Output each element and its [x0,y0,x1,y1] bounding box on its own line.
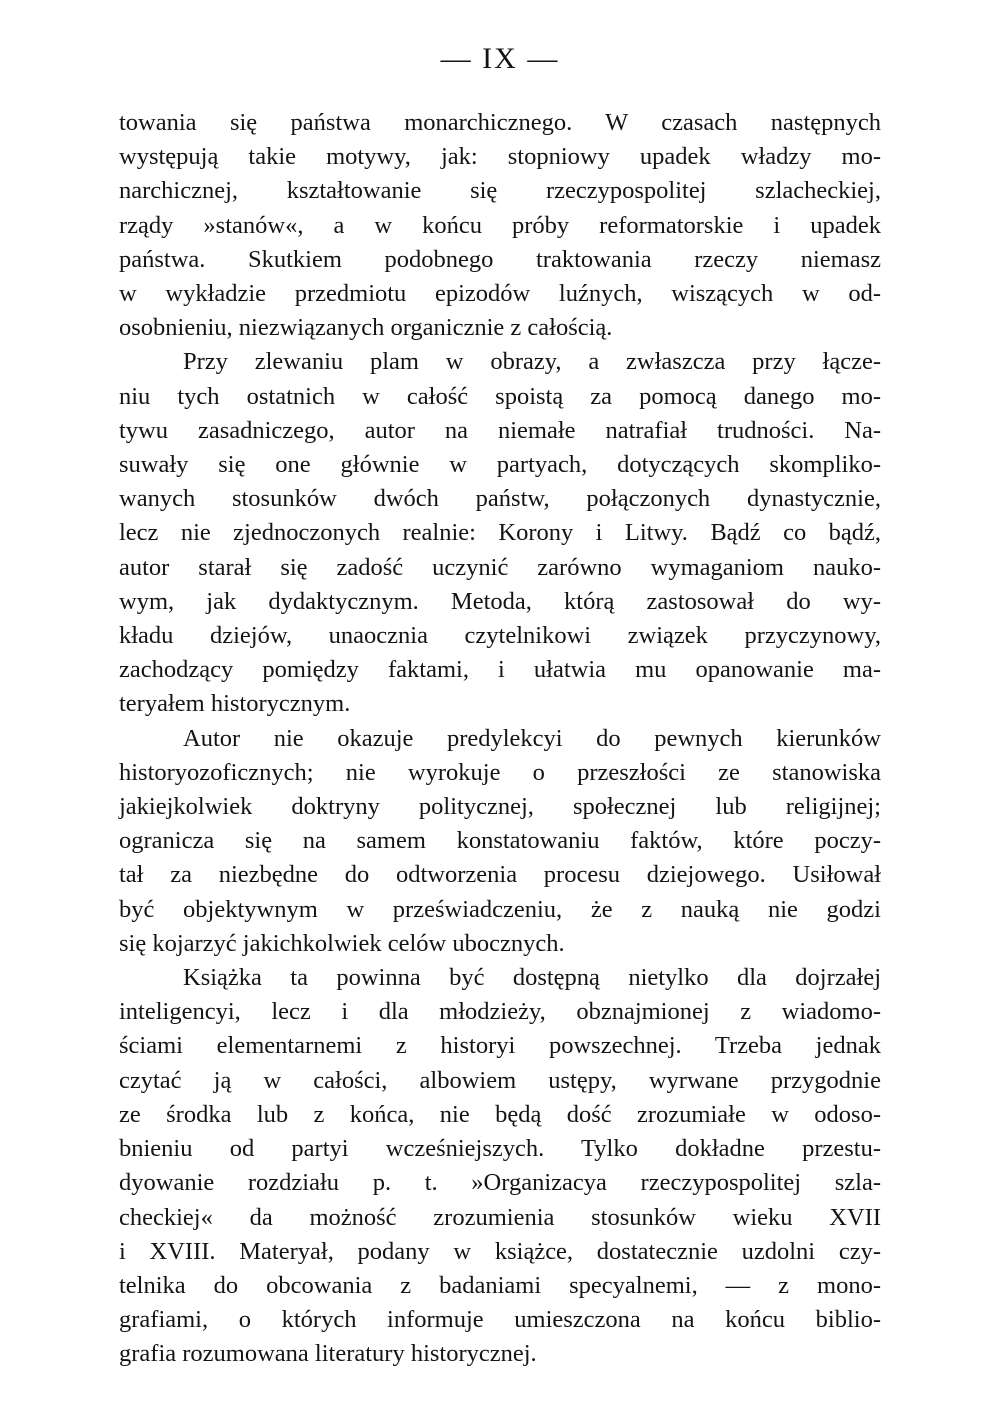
text-line: kładu dziejów, unaocznia czytelnikowi związek przyczynowy, [119,622,881,650]
text-line: wym, jak dydaktycznym. Metoda, którą zastosował do wy- [119,587,881,615]
text-line: i XVIII. Materyał, podany w książce, dostatecznie uzdolni czy- [119,1237,881,1265]
text-line: bnieniu od partyi wcześniejszych. Tylko dokładne przestu- [119,1135,881,1163]
text-line: ściami elementarnemi z historyi powszechnej. Trzeba jednak [119,1032,881,1060]
text-line: czytać ją w całości, albowiem ustępy, wyrwane przygodnie [119,1066,881,1094]
text-line: Książka ta powinna być dostępną nietylko dla dojrzałej [183,964,881,992]
text-line: teryałem historycznym. [119,690,351,718]
text-line: grafia rozumowana literatury historycznej. [119,1340,537,1368]
text-line: wanych stosunków dwóch państw, połączonych dynastycznie, [119,485,881,513]
text-line: ogranicza się na samem konstatowaniu faktów, które poczy- [119,827,881,855]
paragraph [119,345,881,721]
text-line: tał za niezbędne do odtworzenia procesu dziejowego. Usiłował [119,861,881,889]
text-line: towania się państwa monarchicznego. W czasach następnych [119,109,881,136]
text-line: być objektywnym w przeświadczeniu, że z nauką nie godzi [119,895,881,923]
text-line: narchicznej, kształtowanie się rzeczypospolitej szlacheckiej, [119,177,881,205]
text-line: w wykładzie przedmiotu epizodów luźnych, wiszących w od- [119,280,881,308]
text-line: występują takie motywy, jak: stopniowy upadek władzy mo- [119,143,881,171]
text-line: telnika do obcowania z badaniami specyalnemi, — z mono- [119,1271,881,1299]
text-line: checkiej« da możność zrozumienia stosunków wieku XVII [119,1203,881,1231]
text-line: historyozoficznych; nie wyrokuje o przeszłości ze stanowiska [119,758,881,786]
text-line: zachodzący pomiędzy faktami, i ułatwia mu opanowanie ma- [119,656,881,684]
body-text [119,106,881,1372]
text-line: autor starał się zadość uczynić zarówno wymaganiom nauko- [119,553,881,581]
paragraph [119,722,881,961]
paragraph [119,106,881,345]
text-line: Przy zlewaniu plam w obrazy, a zwłaszcza przy łącze- [183,348,881,376]
text-line: państwa. Skutkiem podobnego traktowania rzeczy niemasz [119,245,881,273]
text-line: grafiami, o których informuje umieszczona na końcu biblio- [119,1306,881,1334]
text-line: lecz nie zjednoczonych realnie: Korony i Litwy. Bądź co bądź, [119,519,881,547]
text-line: suwały się one głównie w partyach, dotyczących skompliko- [119,451,881,479]
text-line: Autor nie okazuje predylekcyi do pewnych kierunków [183,724,881,752]
text-line: tywu zasadniczego, autor na niemałe natrafiał trudności. Na- [119,416,881,444]
text-line: ze środka lub z końca, nie będą dość zrozumiałe w odoso- [119,1100,881,1128]
paragraph [119,961,881,1371]
text-line: inteligencyi, lecz i dla młodzieży, obznajmionej z wiadomo- [119,998,881,1026]
text-line: niu tych ostatnich w całość spoistą za pomocą danego mo- [119,382,881,410]
text-line: dyowanie rozdziału p. t. »Organizacya rzeczypospolitej szla- [119,1169,881,1197]
page-number: — IX — [440,42,560,75]
text-line: jakiejkolwiek doktryny politycznej, społecznej lub religijnej; [119,793,881,821]
text-line: osobnieniu, niezwiązanych organicznie z całością. [119,314,613,342]
text-line: się kojarzyć jakichkolwiek celów ubocznych. [119,929,565,957]
text-line: rządy »stanów«, a w końcu próby reformatorskie i upadek [119,211,881,239]
